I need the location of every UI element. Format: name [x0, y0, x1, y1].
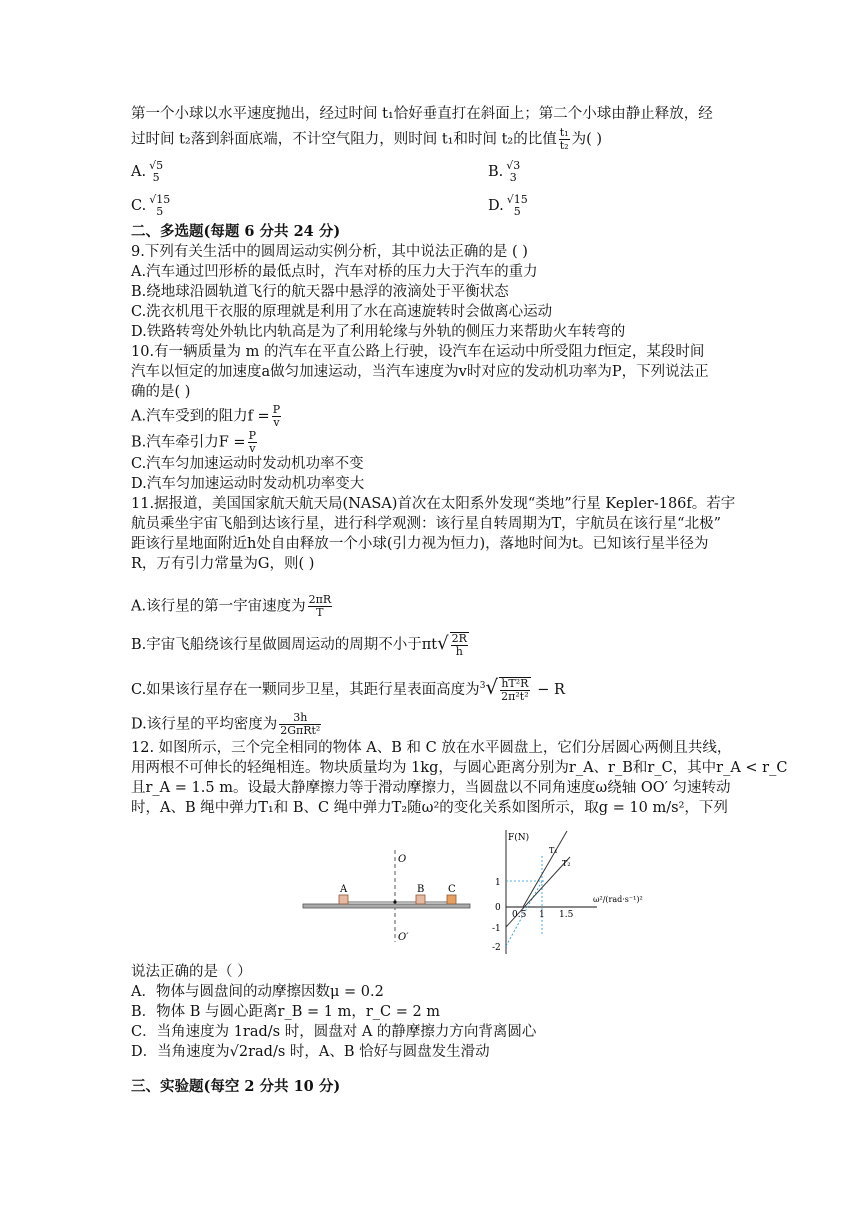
xtick: 1.5 [559, 910, 574, 920]
frac-num: 2πR [308, 593, 332, 606]
frac-num: √15 [149, 193, 171, 206]
label-a: A [340, 884, 348, 895]
label-c: C [448, 884, 456, 895]
xtick: 0.5 [512, 910, 527, 920]
opt-c-frac [148, 194, 171, 218]
q10-option-b [131, 430, 259, 455]
q12-option-d: D．当角速度为√2rad/s 时，A、B 恰好与圆盘发生滑动 [131, 1044, 490, 1060]
frac-num: 3h [279, 712, 321, 725]
q12-line1: 12. 如图所示，三个完全相同的物体 A、B 和 C 放在水平圆盘上，它们分居圆心两侧且共线， [131, 740, 732, 756]
q9-option-a: A.汽车通过凹形桥的最低点时，汽车对桥的压力大于汽车的重力 [131, 264, 538, 280]
q10-option-a [131, 404, 283, 429]
q12-option-c: C．当角速度为 1rad/s 时，圆盘对 A 的静摩擦力方向背离圆心 [131, 1024, 537, 1040]
frac-num: √5 [149, 159, 164, 172]
section3-heading: 三、实验题(每空 2 分共 10 分) [131, 1078, 341, 1095]
q10-line2: 汽车以恒定的加速度a做匀加速运动，当汽车速度为v时对应的发动机功率为P，下列说法正 [131, 364, 709, 380]
ytick: -2 [492, 943, 501, 953]
q11-b-text: B.宇宙飞船绕该行星做圆周运动的周期不小于πt [131, 637, 438, 653]
q12-line4: 时，A、B 绳中弹力T₁和 B、C 绳中弹力T₂随ω²的变化关系如图所示，取g = 10 m/s²，下列 [131, 800, 728, 816]
q12-line3: 且r_A = 1.5 m。设最大静摩擦力等于滑动摩擦力，当圆盘以不同角速度ω绕轴 OO′ 匀速转动 [131, 780, 731, 796]
q11-d-frac [279, 712, 321, 737]
q11-option-b [131, 632, 471, 658]
label-b: B [417, 884, 425, 895]
axis-label-bottom: O′ [398, 932, 409, 943]
q10-line3: 确的是( ) [131, 384, 191, 400]
frac-num: √3 [506, 159, 521, 172]
opt-d-frac [506, 194, 529, 218]
q12-line5: 说法正确的是（ ） [131, 964, 252, 980]
force-graph [485, 826, 675, 958]
block-a [339, 895, 348, 904]
q11-line4: R，万有引力常量为G，则( ) [131, 556, 315, 572]
q9-stem: 9.下列有关生活中的圆周运动实例分析，其中说法正确的是 ( ) [131, 244, 528, 260]
center-dot [393, 900, 396, 903]
q12-line2: 用两根不可伸长的轻绳相连。物块质量均为 1kg，与圆心距离分别为r_A、r_B和r_C，其中r_A < r_C [131, 760, 788, 776]
frac-den: 3 [509, 171, 517, 184]
q10-a-text: A.汽车受到的阻力f = [131, 408, 270, 425]
block-c [447, 895, 456, 904]
frac-num: 2R [451, 632, 467, 645]
q11-line1: 11.据报道，美国国家航天航天局(NASA)首次在太阳系外发现“类地”行星 Kepler-186f。若宇 [131, 496, 736, 512]
frac-den: T [316, 606, 324, 619]
opt-c-label: C. [131, 198, 147, 214]
frac-den: 5 [152, 171, 160, 184]
y-axis-label: F(N) [508, 833, 530, 843]
opt-b-label: B. [488, 164, 504, 180]
q8-option-b [488, 160, 523, 184]
q8-line2 [131, 127, 602, 152]
frac-den: v [249, 442, 256, 455]
frac-num: t₁ [559, 126, 569, 139]
frac-num: P [248, 429, 256, 442]
frac-den: t₂ [559, 139, 569, 152]
q11-d-text: D.该行星的平均密度为 [131, 716, 278, 733]
q9-option-c: C.洗衣机甩干衣服的原理就是利用了水在高速旋转时会做离心运动 [131, 304, 553, 320]
section2-heading: 二、多选题(每题 6 分共 24 分) [131, 223, 341, 240]
q11-a-text: A.该行星的第一宇宙速度为 [131, 598, 306, 615]
block-b [416, 895, 425, 904]
q11-a-frac [308, 594, 333, 619]
q10-option-d: D.汽车匀加速运动时发动机功率变大 [131, 476, 365, 492]
q9-option-b: B.绕地球沿圆轨道飞行的航天器中悬浮的液滴处于平衡状态 [131, 284, 509, 300]
opt-a-frac [148, 160, 164, 184]
x-axis-label: ω²/(rad·s⁻¹)² [593, 895, 643, 904]
sqrt-icon: √ [485, 674, 499, 699]
q10-line1: 10.有一辆质量为 m 的汽车在平直公路上行驶，设汽车在运动中所受阻力f恒定，某段时间 [131, 344, 705, 360]
ytick: 0 [495, 903, 501, 913]
q11-line3: 距该行星地面附近h处自由释放一个小球(引力视为恒力)，落地时间为t。已知该行星半径为 [131, 536, 709, 552]
xtick: 1 [539, 910, 545, 920]
ytick: -1 [492, 924, 501, 934]
q11-option-d [131, 712, 323, 737]
q11-option-a [131, 594, 334, 619]
ytick: 1 [495, 878, 501, 888]
opt-b-frac [505, 160, 521, 184]
q11-c-tail: − R [537, 681, 565, 698]
turntable-figure [300, 850, 480, 950]
q11-line2: 航员乘坐宇宙飞船到达该行星，进行科学观测：该行星自转周期为T，宇航员在该行星“北极” [131, 516, 721, 532]
q10-option-c: C.汽车匀加速运动时发动机功率不变 [131, 456, 364, 472]
t2-label: T₂ [562, 859, 571, 868]
q11-c-frac [499, 677, 530, 703]
q9-option-d: D.铁路转弯处外轨比内轨高是为了利用轮缘与外轨的侧压力来帮助火车转弯的 [131, 324, 626, 340]
q8-line1: 第一个小球以水平速度抛出，经过时间 t₁恰好垂直打在斜面上；第二个小球由静止释放，经 [131, 106, 713, 122]
q11-c-text: C.如果该行星存在一颗同步卫星，其距行星表面高度为 [131, 681, 480, 698]
sqrt-icon: √ [437, 633, 449, 654]
q11-option-c [131, 676, 565, 703]
frac-den: 2π²t² [501, 689, 529, 703]
q8-options-ab [131, 160, 166, 184]
q8-line2-tail: 为( ) [571, 131, 603, 148]
t1-label: T₁ [549, 846, 558, 855]
q10-b-text: B.汽车牵引力F = [131, 434, 246, 451]
frac-den: 5 [156, 205, 164, 218]
q8-line2-text: 过时间 t₂落到斜面底端，不计空气阻力，则时间 t₁和时间 t₂的比值 [131, 131, 557, 148]
root-index: 3 [479, 681, 486, 691]
opt-a-label: A. [131, 164, 147, 180]
frac-den: v [273, 416, 280, 429]
frac-den: h [455, 645, 463, 658]
q11-b-frac [450, 632, 469, 658]
frac-num: P [272, 403, 281, 416]
t1-line [523, 831, 567, 907]
axis-label-top: O [398, 854, 407, 865]
frac-num: hT²R [501, 676, 529, 690]
q8-ratio-fraction [559, 127, 570, 152]
q10-a-frac [272, 404, 281, 429]
frac-num: √15 [506, 193, 528, 206]
q8-option-c [131, 194, 173, 218]
q12-option-b: B．物体 B 与圆心距离r_B = 1 m，r_C = 2 m [131, 1004, 441, 1020]
opt-d-label: D. [488, 198, 504, 214]
q8-option-d [488, 194, 531, 218]
turntable-disc [303, 904, 470, 908]
q12-option-a: A．物体与圆盘间的动摩擦因数μ = 0.2 [131, 984, 384, 1000]
frac-den: 2GπRt² [280, 724, 321, 737]
frac-den: 5 [513, 205, 521, 218]
q10-b-frac [248, 430, 257, 455]
